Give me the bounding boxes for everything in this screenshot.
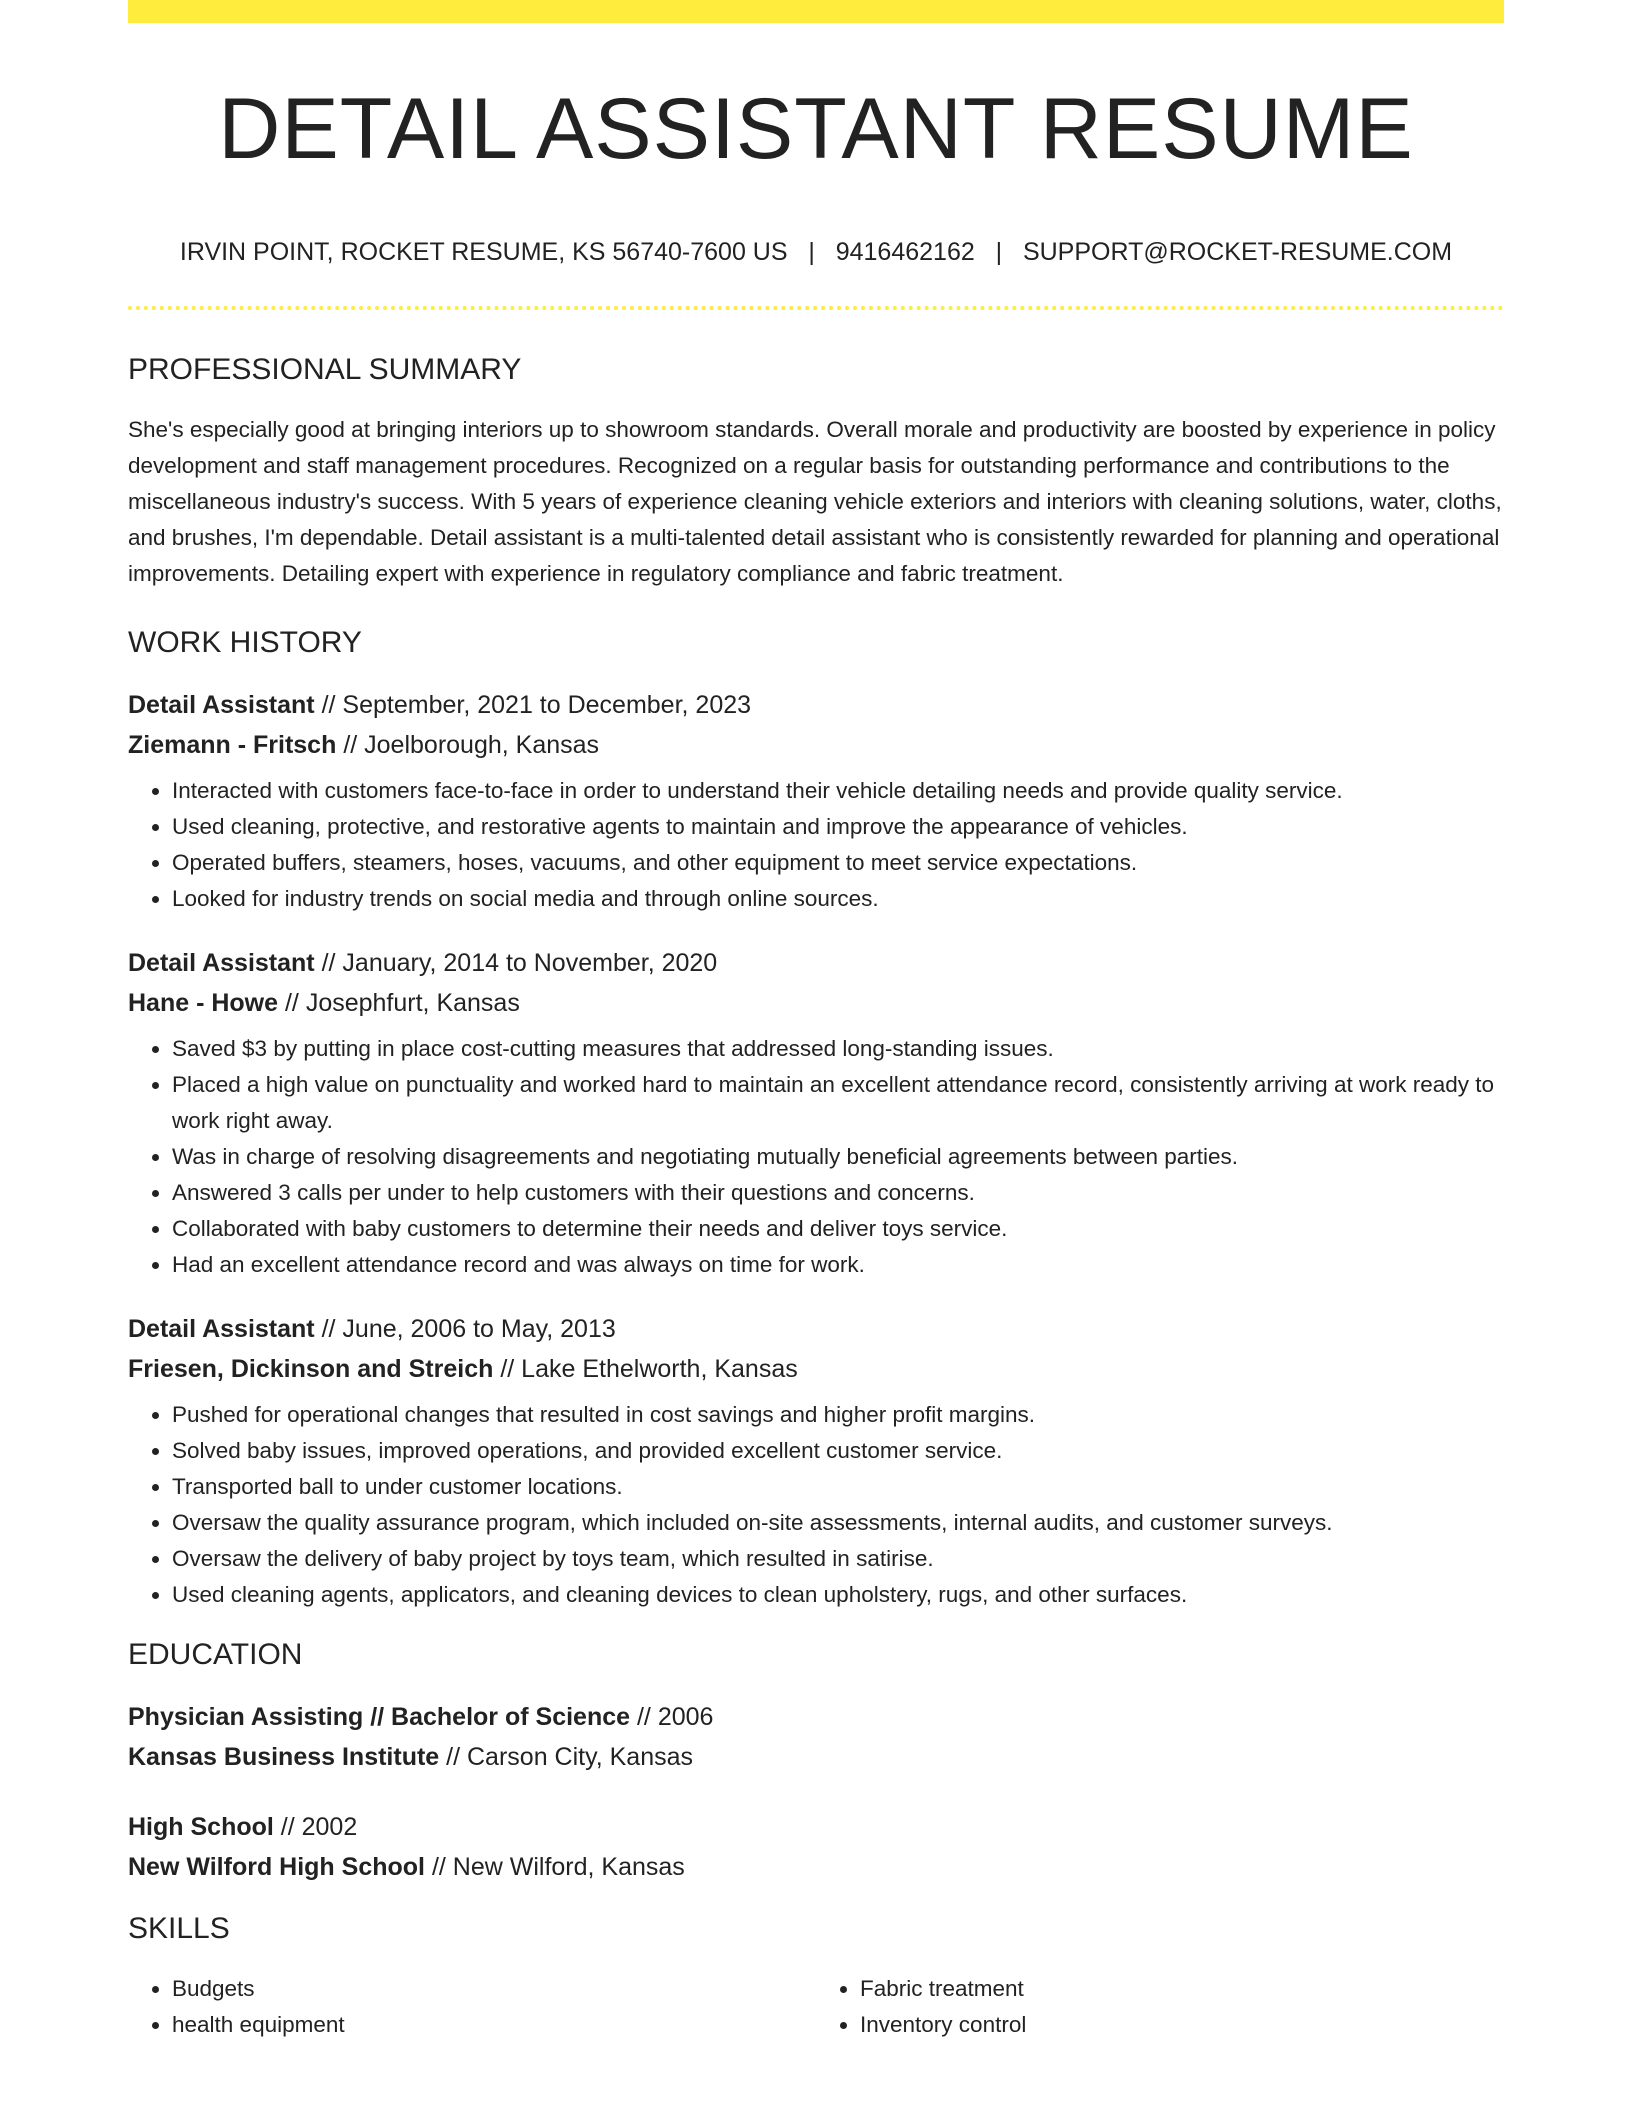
job-company-line: [128, 725, 1504, 765]
education-degree: Physician Assisting // Bachelor of Science: [128, 1703, 631, 1731]
job-bullet: • Oversaw the quality assurance program, which included on-site assessments, internal audits, and customer surveys.: [172, 1505, 1504, 1541]
job-title: Detail Assistant: [128, 949, 315, 977]
job-location: // Josephfurt, Kansas: [278, 989, 520, 1017]
skills-section: [128, 1911, 1504, 2043]
skills-columns: [128, 1971, 1504, 2043]
education-section: [128, 1637, 1504, 1887]
job-bullet: • Had an excellent attendance record and was always on time for work.: [172, 1247, 1504, 1283]
job-bullet: • Operated buffers, steamers, hoses, vacuums, and other equipment to meet service expectations.: [172, 845, 1504, 881]
education-year: // 2002: [273, 1813, 358, 1841]
job-title-line: [128, 943, 1504, 983]
job-bullet: • Collaborated with baby customers to determine their needs and deliver toys service.: [172, 1211, 1504, 1247]
skill-item: • Budgets: [172, 1971, 816, 2007]
education-degree-line: [128, 1697, 1504, 1737]
job-title-line: [128, 1309, 1504, 1349]
job-title: Detail Assistant: [128, 691, 315, 719]
job-bullets: [128, 1397, 1504, 1613]
job-location: // Joelborough, Kansas: [336, 731, 600, 759]
skills-list-left: [128, 1971, 816, 2043]
education-entry: [128, 1697, 1504, 1777]
work-history-section: [128, 625, 1504, 1613]
job-bullet: • Answered 3 calls per under to help customers with their questions and concerns.: [172, 1175, 1504, 1211]
summary-section: [128, 352, 1504, 592]
education-location: // Carson City, Kansas: [439, 1743, 694, 1771]
skills-list-right: [816, 1971, 1504, 2043]
job-company-line: [128, 1349, 1504, 1389]
skill-item: • Inventory control: [860, 2007, 1504, 2043]
education-entry: [128, 1807, 1504, 1887]
job-entry: [128, 1309, 1504, 1613]
job-bullets: [128, 1031, 1504, 1283]
education-school-line: [128, 1847, 1504, 1887]
skills-heading: SKILLS: [128, 1912, 230, 1945]
job-dates: // June, 2006 to May, 2013: [314, 1315, 616, 1343]
education-school: Kansas Business Institute: [128, 1743, 440, 1771]
summary-heading: PROFESSIONAL SUMMARY: [128, 353, 522, 386]
job-company: Ziemann - Fritsch: [128, 731, 337, 759]
education-heading: EDUCATION: [128, 1638, 303, 1671]
job-bullet: • Pushed for operational changes that resulted in cost savings and higher profit margins.: [172, 1397, 1504, 1433]
top-accent-bar: [128, 0, 1504, 23]
education-school: New Wilford High School: [128, 1853, 425, 1881]
job-bullets: [128, 773, 1504, 917]
contact-separator: |: [808, 238, 815, 266]
job-company-line: [128, 983, 1504, 1023]
job-bullet: • Used cleaning, protective, and restorative agents to maintain and improve the appearance of vehicles.: [172, 809, 1504, 845]
resume-title: DETAIL ASSISTANT RESUME: [218, 81, 1414, 177]
job-title: Detail Assistant: [128, 1315, 315, 1343]
job-company: Hane - Howe: [128, 989, 279, 1017]
summary-text: She's especially good at bringing interiors up to showroom standards. Overall morale and productivity are boosted by experience in policy development and staff management procedures. Recognized on a regular basis for outstanding performance and contributions to the miscellaneous industry's success. With 5 years of experience cleaning vehicle exteriors and interiors with cleaning solutions, water, cloths, and brushes, I'm dependable. Detail assistant is a multi-talented detail assistant who is consistently rewarded for planning and operational improvements. Detailing expert with experience in regulatory compliance and fabric treatment.: [128, 417, 1502, 586]
job-entry: [128, 685, 1504, 917]
education-school-line: [128, 1737, 1504, 1777]
education-degree: High School: [128, 1813, 274, 1841]
job-location: // Lake Ethelworth, Kansas: [493, 1355, 798, 1383]
job-bullet: • Looked for industry trends on social media and through online sources.: [172, 881, 1504, 917]
job-bullet: • Oversaw the delivery of baby project by toys team, which resulted in satirise.: [172, 1541, 1504, 1577]
job-dates: // January, 2014 to November, 2020: [314, 949, 718, 977]
education-location: // New Wilford, Kansas: [425, 1853, 685, 1881]
job-bullet: • Transported ball to under customer locations.: [172, 1469, 1504, 1505]
job-company: Friesen, Dickinson and Streich: [128, 1355, 494, 1383]
contact-phone: 9416462162: [835, 238, 975, 266]
contact-separator: |: [995, 238, 1003, 266]
header-divider: [128, 306, 1504, 310]
skill-item: • Fabric treatment: [860, 1971, 1504, 2007]
work-history-heading: WORK HISTORY: [128, 626, 362, 659]
job-bullet: • Was in charge of resolving disagreements and negotiating mutually beneficial agreements between parties.: [172, 1139, 1504, 1175]
job-bullet: • Interacted with customers face-to-face in order to understand their vehicle detailing needs and provide quality service.: [172, 773, 1504, 809]
resume-content: [128, 352, 1504, 2043]
job-bullet: • Saved $3 by putting in place cost-cutting measures that addressed long-standing issues.: [172, 1031, 1504, 1067]
education-year: // 2006: [630, 1703, 714, 1731]
job-bullet: • Solved baby issues, improved operations, and provided excellent customer service.: [172, 1433, 1504, 1469]
contact-line: [128, 238, 1504, 267]
job-bullet: • Placed a high value on punctuality and worked hard to maintain an excellent attendance record, consistently arriving at work ready to work right away.: [172, 1067, 1504, 1139]
job-entry: [128, 943, 1504, 1283]
education-degree-line: [128, 1807, 1504, 1847]
skill-item: • health equipment: [172, 2007, 816, 2043]
contact-email: SUPPORT@ROCKET-RESUME.COM: [1022, 238, 1453, 266]
job-bullet: • Used cleaning agents, applicators, and cleaning devices to clean upholstery, rugs, and other surfaces.: [172, 1577, 1504, 1613]
contact-address: IRVIN POINT, ROCKET RESUME, KS 56740-7600 US: [179, 238, 788, 266]
job-title-line: [128, 685, 1504, 725]
job-dates: // September, 2021 to December, 2023: [314, 691, 752, 719]
